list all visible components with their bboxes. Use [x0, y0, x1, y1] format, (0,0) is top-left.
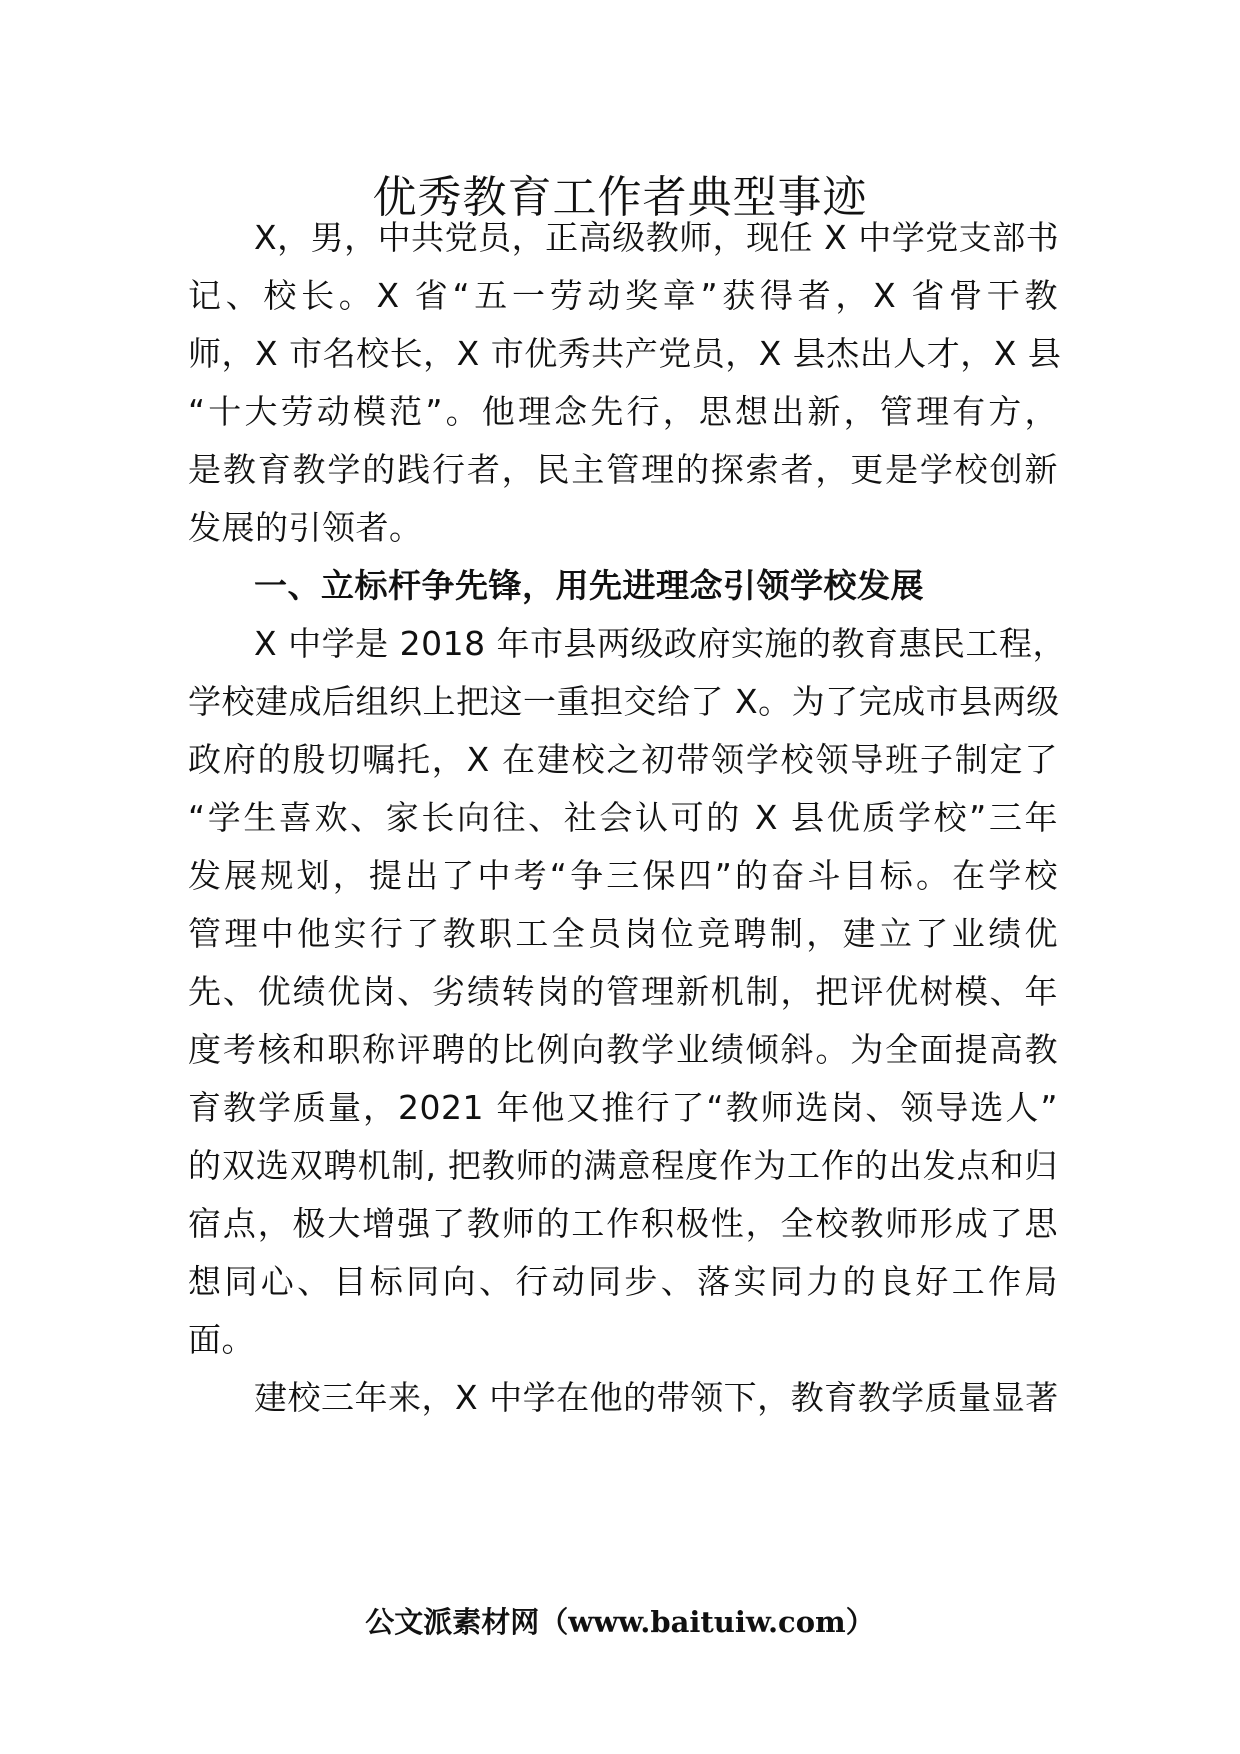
footer-source: 公文派素材网（www.baituiw.com） [365, 1605, 875, 1639]
paragraph-2-line-1: X 中学是 2018 年市县两级政府实施的教育惠民工程， [254, 624, 1067, 663]
paragraph-2-line-7: 先、优绩优岗、劣绩转岗的管理新机制，把评优树模、年 [188, 972, 1058, 1011]
paragraph-2-line-12: 想同心、目标同向、行动同步、落实同力的良好工作局 [188, 1262, 1058, 1301]
paragraph-2-line-4: “学生喜欢、家长向往、社会认可的 X 县优质学校”三年 [188, 798, 1058, 837]
paragraph-2-line-6: 管理中他实行了教职工全员岗位竞聘制，建立了业绩优 [188, 914, 1058, 953]
paragraph-2-line-8: 度考核和职称评聘的比例向教学业绩倾斜。为全面提高教 [188, 1030, 1058, 1069]
section-heading-1: 一、立标杆争先锋，用先进理念引领学校发展 [254, 566, 924, 605]
paragraph-2-line-13: 面。 [188, 1320, 255, 1359]
paragraph-2-line-5: 发展规划，提出了中考“争三保四”的奋斗目标。在学校 [188, 856, 1058, 895]
paragraph-2-line-11: 宿点，极大增强了教师的工作积极性，全校教师形成了思 [188, 1204, 1058, 1243]
paragraph-2-line-10: 的双选双聘机制, 把教师的满意程度作为工作的出发点和归 [188, 1146, 1058, 1185]
paragraph-1-line-5: 是教育教学的践行者，民主管理的探索者，更是学校创新 [188, 450, 1058, 489]
paragraph-2-line-3: 政府的殷切嘱托，X 在建校之初带领学校领导班子制定了 [188, 740, 1058, 779]
paragraph-1-line-3: 师，X 市名校长，X 市优秀共产党员，X 县杰出人才，X 县 [188, 334, 1062, 373]
paragraph-2-line-9: 育教学质量，2021 年他又推行了“教师选岗、领导选人” [188, 1088, 1058, 1127]
paragraph-1-line-4: “十大劳动模范”。他理念先行，思想出新，管理有方， [188, 392, 1058, 431]
paragraph-2-line-2: 学校建成后组织上把这一重担交给了 X。为了完成市县两级 [188, 682, 1060, 721]
paragraph-1-line-2: 记、校长。X 省“五一劳动奖章”获得者，X 省骨干教 [188, 276, 1058, 315]
paragraph-1-line-1: X，男，中共党员，正高级教师，现任 X 中学党支部书 [254, 218, 1060, 257]
paragraph-3-line-1: 建校三年来，X 中学在他的带领下，教育教学质量显著 [254, 1378, 1059, 1417]
document-title: 优秀教育工作者典型事迹 [372, 172, 868, 223]
paragraph-1-line-6: 发展的引领者。 [188, 508, 423, 547]
